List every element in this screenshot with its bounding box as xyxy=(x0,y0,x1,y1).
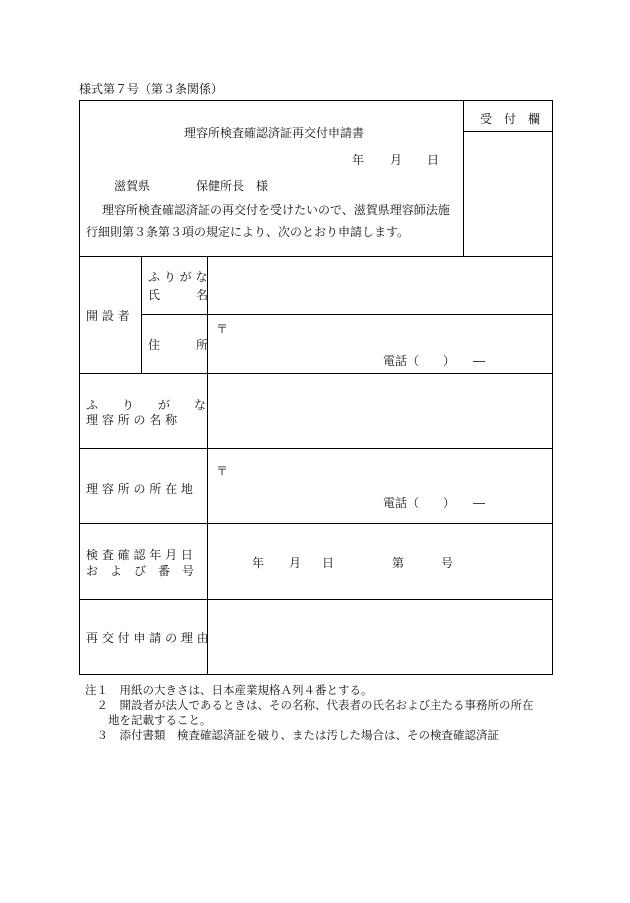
date-month: 月 xyxy=(390,153,403,167)
applicant-phone-label: 電話（ ） ― xyxy=(383,354,486,368)
inspection-number-label: お よ び 番 号 xyxy=(86,564,195,578)
name-address-divider xyxy=(141,314,553,315)
label-column-divider xyxy=(207,256,208,675)
application-statement-line1: 理容所検査確認済証の再交付を受けたいので、滋賀県理容師法施 xyxy=(102,203,450,217)
date-year: 年 xyxy=(352,153,365,167)
form-frame xyxy=(79,100,553,675)
shop-furigana-label: ふ り が な xyxy=(86,398,207,412)
receipt-header-line xyxy=(463,131,553,132)
inspection-year: 年 xyxy=(252,556,265,570)
row-line-2 xyxy=(79,448,553,449)
applicant-label: 開 設 者 xyxy=(86,309,130,323)
inspection-date-label: 検 査 確 認 年 月 日 xyxy=(86,548,193,562)
inspection-month: 月 xyxy=(289,556,302,570)
postal-mark: 〒 xyxy=(216,322,229,336)
inspection-day: 日 xyxy=(322,556,335,570)
row-line-1 xyxy=(79,373,553,374)
note-item: ２ 開設者が法人であるときは、その名称、代表者の氏名および主たる事務所の所在 xyxy=(85,698,534,712)
header-bottom-line xyxy=(79,256,553,257)
addressee-prefecture: 滋賀県 xyxy=(114,179,151,193)
addressee-office: 保健所長 様 xyxy=(196,179,269,193)
reissue-reason-label: 再 交 付 申 請 の 理 由 xyxy=(86,631,209,645)
row-line-4 xyxy=(79,599,553,600)
notes xyxy=(85,683,534,743)
receipt-column-divider xyxy=(463,100,464,256)
note-item: 注１ 用紙の大きさは、日本産業規格Ａ列４番とする。 xyxy=(85,683,373,697)
note-item: 地を記載すること。 xyxy=(85,713,212,727)
note-item: ３ 添付書類 検査確認済証を破り、または汚した場合は、その検査確認済証 xyxy=(85,728,499,742)
shop-name-label: 理 容 所 の 名 称 xyxy=(86,413,178,427)
address-label: 住 所 xyxy=(148,338,209,352)
receipt-label: 受 付 欄 xyxy=(480,112,541,126)
inspection-no-suffix: 号 xyxy=(441,556,454,570)
form-number: 様式第７号（第３条関係） xyxy=(79,82,224,96)
application-statement-line2: 行細則第３条第３項の規定により、次のとおり申請します。 xyxy=(86,225,410,239)
shop-postal-mark: 〒 xyxy=(216,464,229,478)
furigana-label: ふ り が な xyxy=(148,270,208,284)
inspection-no-prefix: 第 xyxy=(392,556,405,570)
row-line-3 xyxy=(79,523,553,524)
shop-phone-label: 電話（ ） ― xyxy=(383,496,486,510)
form-title: 理容所検査確認済証再交付申請書 xyxy=(184,126,365,140)
date-day: 日 xyxy=(427,153,440,167)
name-label: 氏 名 xyxy=(148,288,209,302)
shop-location-label: 理 容 所 の 所 在 地 xyxy=(86,482,193,496)
